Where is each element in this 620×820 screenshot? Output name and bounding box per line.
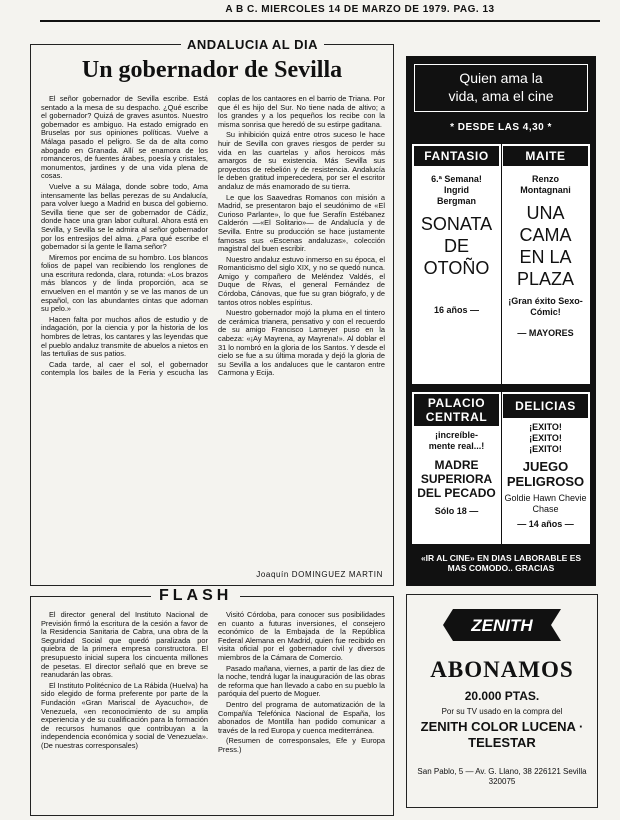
- cinema-line: ¡increíble-: [434, 430, 478, 440]
- flash-item: Dentro del programa de automatización de la Compañía Telefónica Nacional de España, los abonados de Montilla han podido comunicar a través de la red Europa y cuenca mediterránea.: [218, 699, 385, 735]
- cinema-slogan: [414, 64, 588, 112]
- article-paragraph: Le que los Saavedras Romanos con misión a Madrid, se presentaron bajo el seudónimo de «El Curioso Parlante», lo que fue Serafín Estébanez Calderón —«El Solitario»— de Andalucía y de Sevilla. Entre su producción se hace justamente famosas sus «Escenas andaluzas», colección magistral del buen escribir.: [218, 192, 385, 254]
- flash-item: Visitó Córdoba, para conocer sus posibilidades en cuanto a futuras inversiones, el consejero económico de la Embajada de la República Federal Alemana en Madrid, quien fue recibido en visita oficial por el gobernador civil y diversos miembros de la Cámara de Comercio.: [218, 610, 385, 662]
- header-rule: [40, 20, 600, 22]
- article-paragraph: Vuelve a su Málaga, donde sobre todo, Ama intensamente las bellas perezas de su Andalucía, para volver luego a Madrid en busca del gobierno. Sevilla tiene que ser de gobernador de Cádiz, donde hace una gran labor cultural. Ahora está en Sevilla, y Sevilla se le admira al señor gobernador por los entresijos del alma. ¿Para qué escribe el gobernador si la gente le llama señor?: [41, 181, 208, 252]
- article-paragraph: El señor gobernador de Sevilla escribe. Está sentado a la mesa de su despacho. ¿Qué escribe el gobernador? Quizá de graves asuntos. Nuestro gobernador es ambiguo. Ha estado emigrado en Bruselas por sus opiniones políticas. Vuelve a Málaga pasado el peligro. Se da de alta como abogado en Granada. Allí se enamora de los romanceros, de fuentes árabes, poesía y cristales, monumentos, jardines y de una vida plena de cosas.: [41, 94, 208, 181]
- zenith-ad: [406, 594, 598, 808]
- zenith-brand: ZENITH COLOR LUCENA · TELESTAR: [420, 719, 584, 750]
- article-paragraph: Hacen falta por muchos años de estudio y de indagación, por la ciencia y por la historia de los hombres de letras, los cantares y las leyendas que el pueblo andaluz transmite de abuelos a nietos en las tertulias de sus patios.: [41, 314, 208, 359]
- cinema-palacio: [412, 392, 502, 544]
- flash-box: [30, 587, 394, 816]
- flash-item: El director general del Instituto Nacional de Previsión firmó la escritura de la cesión a favor de la Residencia Sanitaria de Cabra, una obra de la Seguridad Social que quedó paralizada por quiebra de la primera empresa constructora. El presupuesto inicial supera los cincuenta millones de pesetas. El director señaló que en breve se reanudarán las obras.: [41, 610, 208, 680]
- article-body: [41, 95, 385, 555]
- film-title: MADRE SUPERIORA DEL PECADO: [417, 458, 496, 500]
- film-title: SONATA DE OTOÑO: [420, 214, 493, 278]
- age-rating: — 14 años —: [517, 519, 574, 529]
- cinema-fantasio: [412, 144, 502, 384]
- zenith-headline: ABONAMOS: [430, 657, 574, 682]
- article-box: [30, 37, 394, 586]
- section-title: ANDALUCIA AL DIA: [181, 37, 324, 52]
- cinema-line: Renzo: [532, 174, 559, 184]
- flash-title: FLASH: [151, 587, 240, 605]
- cinema-line: 6.ª Semana!: [431, 174, 482, 184]
- logo-text: ZENITH: [471, 616, 533, 635]
- cinema-line: Montagnani: [520, 185, 571, 195]
- article-paragraph: Su inhibición quizá entre otros suceso le hace huir de Sevilla con graves riesgos de perder su vida en las cuartelas y años heroicos más amargos de su existencia. Más Sevilla sus proyectos de rebelión y de resistencia. Andalucía le deben gratitud imperecedera, por ser el escritor andaluz de más enamorado de su tierra.: [218, 130, 385, 191]
- cinema-line: ¡EXITO!: [529, 444, 562, 454]
- cinema-name: DELICIAS: [503, 394, 588, 418]
- cinema-grid-top: [412, 144, 590, 384]
- zenith-address: San Pablo, 5 — Av. G. Llano, 38 226121 Sevilla 320075: [417, 767, 587, 786]
- film-title: UNA CAMA EN LA PLAZA: [516, 203, 575, 289]
- cinema-grid-bottom: [412, 392, 590, 544]
- zenith-price: 20.000 PTAS.: [464, 689, 540, 703]
- cinema-line: mente real...!: [428, 441, 485, 451]
- slogan-line-1: Quien ama la: [459, 70, 543, 86]
- cinema-maite: [501, 144, 590, 384]
- cinema-name: MAITE: [503, 146, 588, 166]
- flash-item: El Instituto Politécnico de La Rábida (Huelva) ha sido elegido de forma preferente por parte de la Fundación «Gran Mariscal de Ayacucho», de Venezuela, «en reconocimiento de su amplia experiencia y de su cualificación para la formación de recursos humanos que contribuyan a la independencia económica y social de Venezuela». (De nuestras corresponsales): [41, 680, 208, 750]
- cinema-name: PALACIO CENTRAL: [414, 394, 499, 426]
- cinema-footer: «IR AL CINE» EN DIAS LABORABLE ES MAS COMODO.. GRACIAS: [420, 553, 582, 573]
- film-note: ¡Gran éxito Sexo-Cómic!: [508, 296, 583, 317]
- article-paragraph: Cada tarde, al caer el sol, el gobernador contempla los bailes de la Feria y escucha las coplas de los cantaores en el barrio de Triana. Por que él es hijo del Sur. No tiene nada de altivo; a los grandes y a los pequeños los recibe con la misma sonrisa que heredó de su estirpe gaditana.: [41, 94, 385, 378]
- cinema-line: ¡EXITO!: [529, 433, 562, 443]
- article-paragraph: Miremos por encima de su hombro. Los blancos folios de papel van recibiendo los renglones de una escritura redonda, clara, rotunda: «Los brazos más blancos y de linda proporción, aca se envuelven en el mantón y se ve las manos de un español, con las abundantes cintas que adornan su pelo.»: [41, 252, 208, 314]
- age-rating: — MAYORES: [517, 328, 574, 338]
- flash-item: Pasado mañana, viernes, a partir de las diez de la noche, tendrá lugar la inauguración de las obras de reforma que han llevado a cabo en su pueblo la paróquia del puerto de Moguer.: [218, 663, 385, 699]
- article-paragraph: Nuestro andaluz estuvo inmerso en su época, el Romanticismo del siglo XIX, y no se quedó nunca. Amigo y compañero de Meléndez Valdés, el Duque de Rivas, el general Fernández de Córdoba, Cánovas, que fue su gran biógrafo, y de tantos otros nobles espíritus.: [218, 254, 385, 307]
- cinema-line: ¡EXITO!: [529, 422, 562, 432]
- film-cast: Goldie Hawn Chevie Chase: [504, 493, 587, 514]
- zenith-logo: [443, 607, 561, 643]
- article-paragraph: Nuestro gobernador mojó la pluma en el tintero de cerámica trianera, pensativo y con el recuerdo de su amigo Francisco Lameyer puso en la cabeza: «¡Ay Mayrena, ay Mayrena!». Al doblar el 31 lo nombró en la gloria de los Santos. Y desde el cielo se fue a su última morada y dejó la gloria de su Sevilla a los andaluces que le cantaron entre Carmona y Ecija.: [218, 308, 385, 378]
- flash-item: (Resumen de corresponsales, Efe y Europa Press.): [218, 736, 385, 754]
- article-title: Un gobernador de Sevilla: [81, 57, 343, 83]
- cinema-delicias: [501, 392, 590, 544]
- page-header: A B C. MIERCOLES 14 DE MARZO DE 1979. PAG. 13: [225, 4, 495, 15]
- cinema-line: Ingrid: [444, 185, 469, 195]
- cinema-name: FANTASIO: [414, 146, 499, 166]
- flash-body: [41, 611, 385, 809]
- article-signature: Joaquín DOMINGUEZ MARTIN: [256, 570, 383, 579]
- zenith-text: Por su TV usado en la compra del: [441, 707, 563, 716]
- cinema-ad: [406, 56, 596, 586]
- age-rating: Sólo 18 —: [434, 506, 479, 516]
- session-time: * DESDE LAS 4,30 *: [450, 122, 552, 133]
- cinema-line: Bergman: [436, 196, 476, 206]
- slogan-line-2: vida, ama el cine: [448, 88, 554, 104]
- film-title: JUEGO PELIGROSO: [506, 459, 585, 489]
- age-rating: 16 años —: [433, 305, 480, 315]
